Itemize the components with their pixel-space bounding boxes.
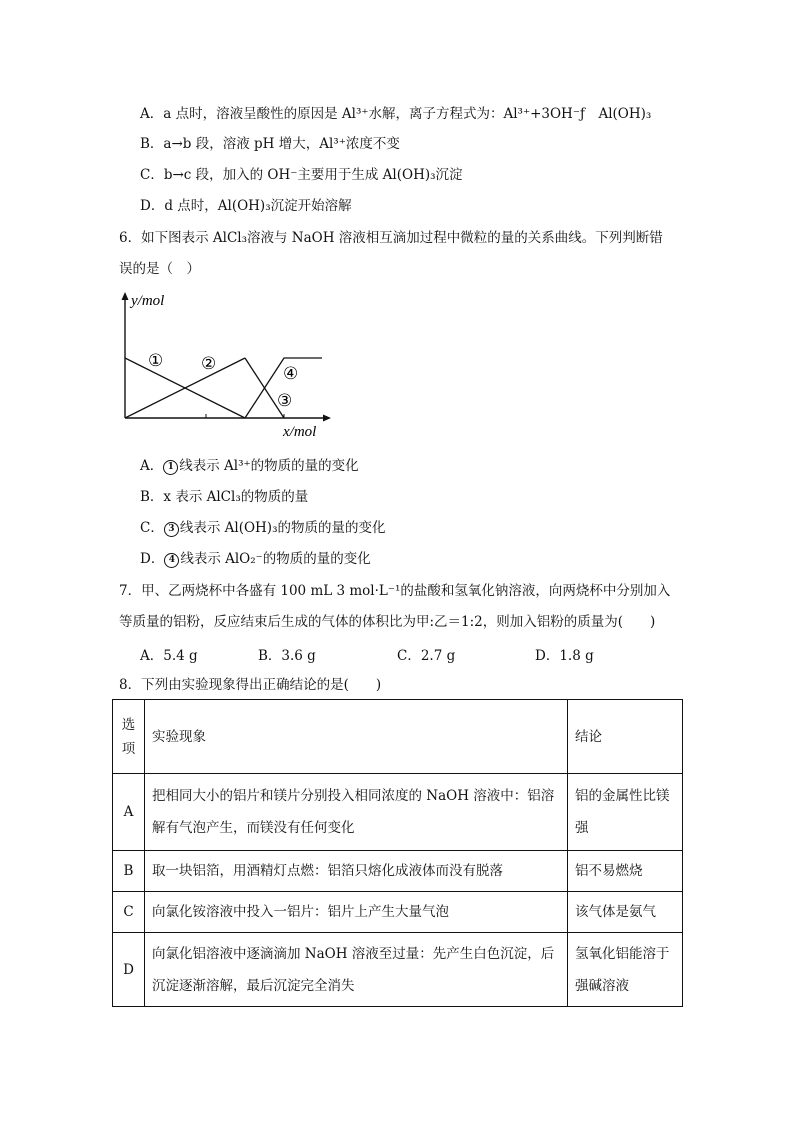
curve-label-2: ②	[201, 354, 217, 374]
table-row	[113, 774, 683, 851]
y-axis-arrow	[122, 292, 129, 300]
table-header-row	[113, 700, 683, 774]
q6-option-d-prefix: D．	[140, 551, 165, 567]
table-row	[113, 892, 683, 933]
row-phenomenon: 取一块铝箔，用酒精灯点燃：铝箔只熔化成液体而没有脱落	[145, 851, 568, 892]
circled-number-icon: 3	[164, 522, 179, 537]
q5-option-a: A．a 点时，溶液呈酸性的原因是 Al³⁺水解，离子方程式为：Al³⁺+3OH⁻ƒ Al(OH)₃	[140, 106, 652, 122]
row-option: B	[113, 851, 145, 892]
row-phenomenon-l2: 沉淀逐渐溶解，最后沉淀完全消失	[152, 977, 355, 994]
q5-option-b: B．a→b 段，溶液 pH 增大，Al³⁺浓度不变	[140, 136, 400, 152]
row-phenomenon-l1: 把相同大小的铝片和镁片分别投入相同浓度的 NaOH 溶液中：铝溶	[152, 788, 555, 804]
row-conclusion	[568, 774, 683, 851]
table-row	[113, 851, 683, 892]
q7-stem-line1: 7．甲、乙两烧杯中各盛有 100 mL 3 mol·L⁻¹的盐酸和氢氧化钠溶液，向两烧杯中分别加入	[119, 583, 671, 599]
y-axis-label: y/mol	[131, 293, 165, 309]
x-axis-arrow	[323, 415, 331, 422]
row-option: C	[113, 892, 145, 933]
circled-number-icon: 1	[163, 460, 178, 475]
q6-option-c-text: 线表示 Al(OH)₃的物质的量的变化	[179, 520, 386, 536]
header-option	[113, 700, 145, 774]
header-phenomenon: 实验现象	[145, 700, 568, 774]
circled-number-icon: 4	[164, 553, 179, 568]
header-option-l1: 选	[121, 716, 136, 733]
table-row	[113, 933, 683, 1007]
header-conclusion: 结论	[568, 700, 683, 774]
row-conclusion-l1: 氢氧化铝能溶于	[575, 945, 670, 962]
q7-choice-a: A．5.4 g	[140, 648, 198, 664]
q6-graph	[112, 290, 344, 440]
row-phenomenon: 向氯化铵溶液中投入一铝片：铝片上产生大量气泡	[145, 892, 568, 933]
curve-label-4: ④	[283, 364, 299, 384]
row-conclusion-l1: 铝的金属性比镁	[575, 788, 670, 804]
q6-option-a	[140, 456, 359, 476]
q6-option-a-prefix: A．	[140, 458, 164, 474]
q5-option-d: D．d 点时，Al(OH)₃沉淀开始溶解	[140, 198, 352, 214]
q6-option-b: B．x 表示 AlCl₃的物质的量	[140, 489, 309, 505]
row-option: D	[113, 933, 145, 1007]
curve-label-3: ③	[277, 391, 293, 411]
q6-option-c	[140, 518, 386, 538]
row-conclusion	[568, 933, 683, 1007]
row-phenomenon	[145, 933, 568, 1007]
q7-choice-b: B．3.6 g	[258, 648, 316, 664]
q6-option-c-prefix: C．	[140, 520, 164, 536]
q7-choice-c: C．2.7 g	[397, 648, 456, 664]
row-conclusion: 该气体是氨气	[568, 892, 683, 933]
x-axis-label: x/mol	[283, 424, 317, 440]
row-phenomenon-l1: 向氯化铝溶液中逐滴滴加 NaOH 溶液至过量：先产生白色沉淀，后	[152, 945, 555, 962]
q7-choice-d: D．1.8 g	[535, 648, 594, 664]
q6-stem-line2: 误的是（ ）	[119, 261, 200, 277]
row-option: A	[113, 774, 145, 851]
q6-option-d	[140, 549, 371, 569]
row-conclusion: 铝不易燃烧	[568, 851, 683, 892]
q6-option-d-text: 线表示 AlO₂⁻的物质的量的变化	[180, 551, 371, 567]
q8-stem: 8．下列由实验现象得出正确结论的是( )	[119, 677, 382, 693]
q6-option-a-text: 线表示 Al³⁺的物质的量的变化	[179, 458, 359, 474]
row-phenomenon-l2: 解有气泡产生，而镁没有任何变化	[152, 820, 355, 836]
curve-label-1: ①	[148, 351, 164, 371]
row-phenomenon	[145, 774, 568, 851]
q7-stem-line2: 等质量的铝粉，反应结束后生成的气体的体积比为甲:乙＝1:2，则加入铝粉的质量为( )	[119, 614, 656, 630]
q6-stem-line1: 6．如下图表示 AlCl₃溶液与 NaOH 溶液相互滴加过程中微粒的量的关系曲线。下列判断错	[119, 230, 663, 246]
row-conclusion-l2: 强	[575, 820, 589, 836]
header-option-l2: 项	[121, 740, 136, 757]
q8-table	[112, 699, 683, 1007]
q5-option-c: C．b→c 段，加入的 OH⁻主要用于生成 Al(OH)₃沉淀	[140, 167, 463, 183]
row-conclusion-l2: 强碱溶液	[575, 977, 629, 994]
